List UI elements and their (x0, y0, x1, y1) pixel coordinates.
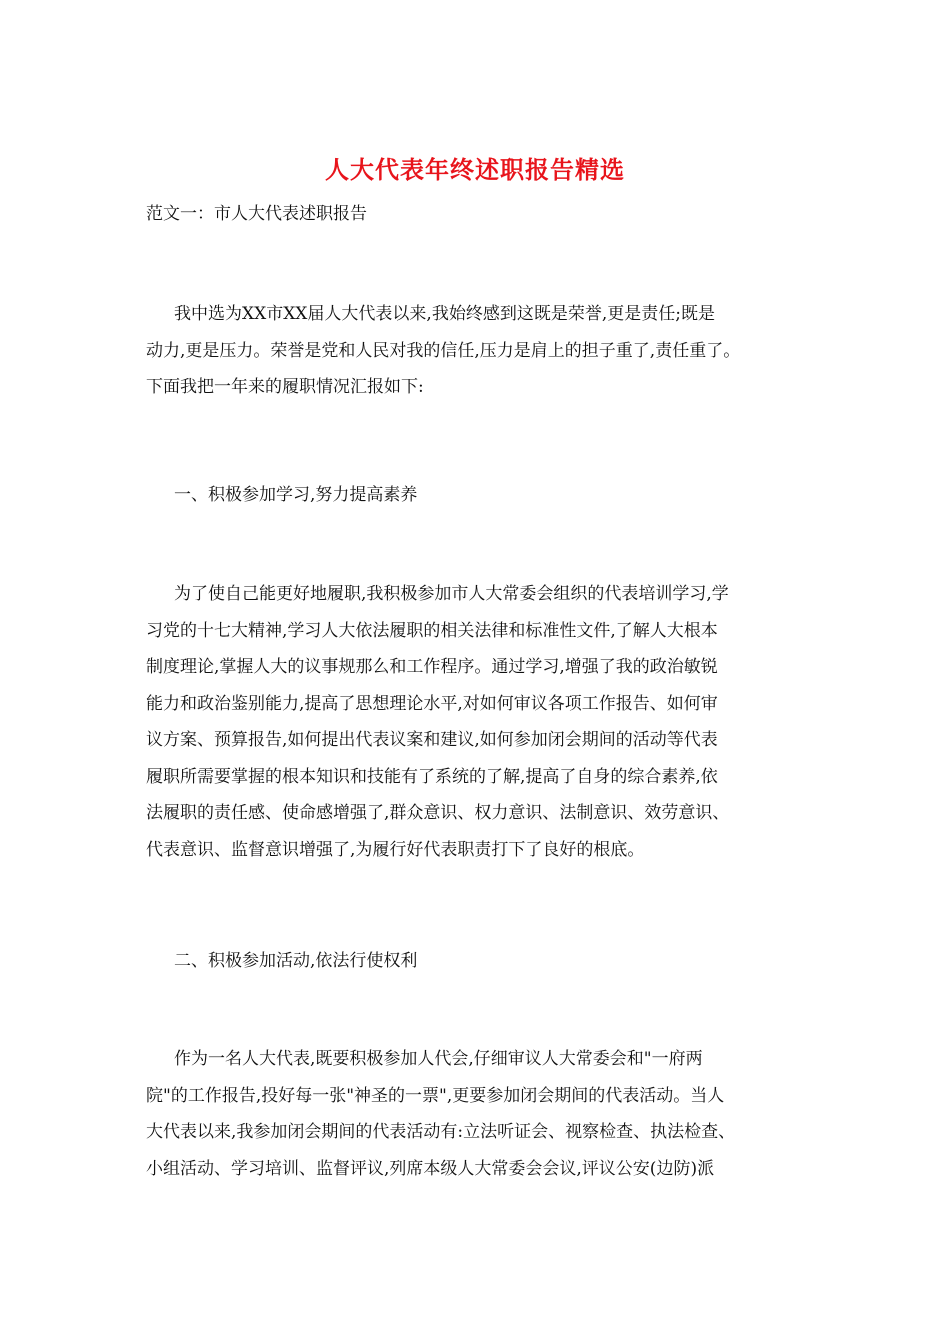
document-subtitle: 范文一：市人大代表述职报告 (146, 204, 367, 224)
text-line: 小组活动、学习培训、监督评议,列席本级人大常委会会议,评议公安(边防)派 (146, 1158, 715, 1179)
text-line: 动力,更是压力。荣誉是党和人民对我的信任,压力是肩上的担子重了,责任重了。 (146, 340, 741, 361)
text-line: 院"的工作报告,投好每一张"神圣的一票",更要参加闭会期间的代表活动。当人 (146, 1085, 725, 1106)
section-heading-2: 二、积极参加活动,依法行使权利 (174, 951, 418, 971)
text-line: 作为一名人大代表,既要积极参加人代会,仔细审议人大常委会和"一府两 (174, 1049, 703, 1069)
text-line: 代表意识、监督意识增强了,为履行好代表职责打下了良好的根底。 (146, 839, 645, 860)
text-line: 下面我把一年来的履职情况汇报如下: (146, 377, 424, 397)
section-heading-1: 一、积极参加学习,努力提高素养 (174, 485, 418, 505)
text-line: 议方案、预算报告,如何提出代表议案和建议,如何参加闭会期间的活动等代表 (146, 730, 718, 750)
text-line: 制度理论,掌握人大的议事规那么和工作程序。通过学习,增强了我的政治敏锐 (146, 657, 718, 677)
document-title: 人大代表年终述职报告精选 (325, 155, 625, 184)
text-line: 习党的十七大精神,学习人大依法履职的相关法律和标准性文件,了解人大根本 (146, 620, 718, 641)
text-line: 我中选为XX市XX届人大代表以来,我始终感到这既是荣誉,更是责任;既是 (174, 304, 715, 324)
text-line: 履职所需要掌握的根本知识和技能有了系统的了解,提高了自身的综合素养,依 (146, 766, 718, 787)
intro-paragraph (146, 296, 806, 406)
text-line: 大代表以来,我参加闭会期间的代表活动有:立法听证会、视察检查、执法检查、 (146, 1122, 736, 1142)
text-line: 法履职的责任感、使命感增强了,群众意识、权力意识、法制意识、效劳意识、 (146, 803, 730, 823)
text-line: 能力和政治鉴别能力,提高了思想理论水平,对如何审议各项工作报告、如何审 (146, 693, 718, 714)
section-1-paragraph (146, 576, 806, 868)
section-2-paragraph (146, 1041, 806, 1187)
text-line: 为了使自己能更好地履职,我积极参加市人大常委会组织的代表培训学习,学 (174, 584, 729, 604)
